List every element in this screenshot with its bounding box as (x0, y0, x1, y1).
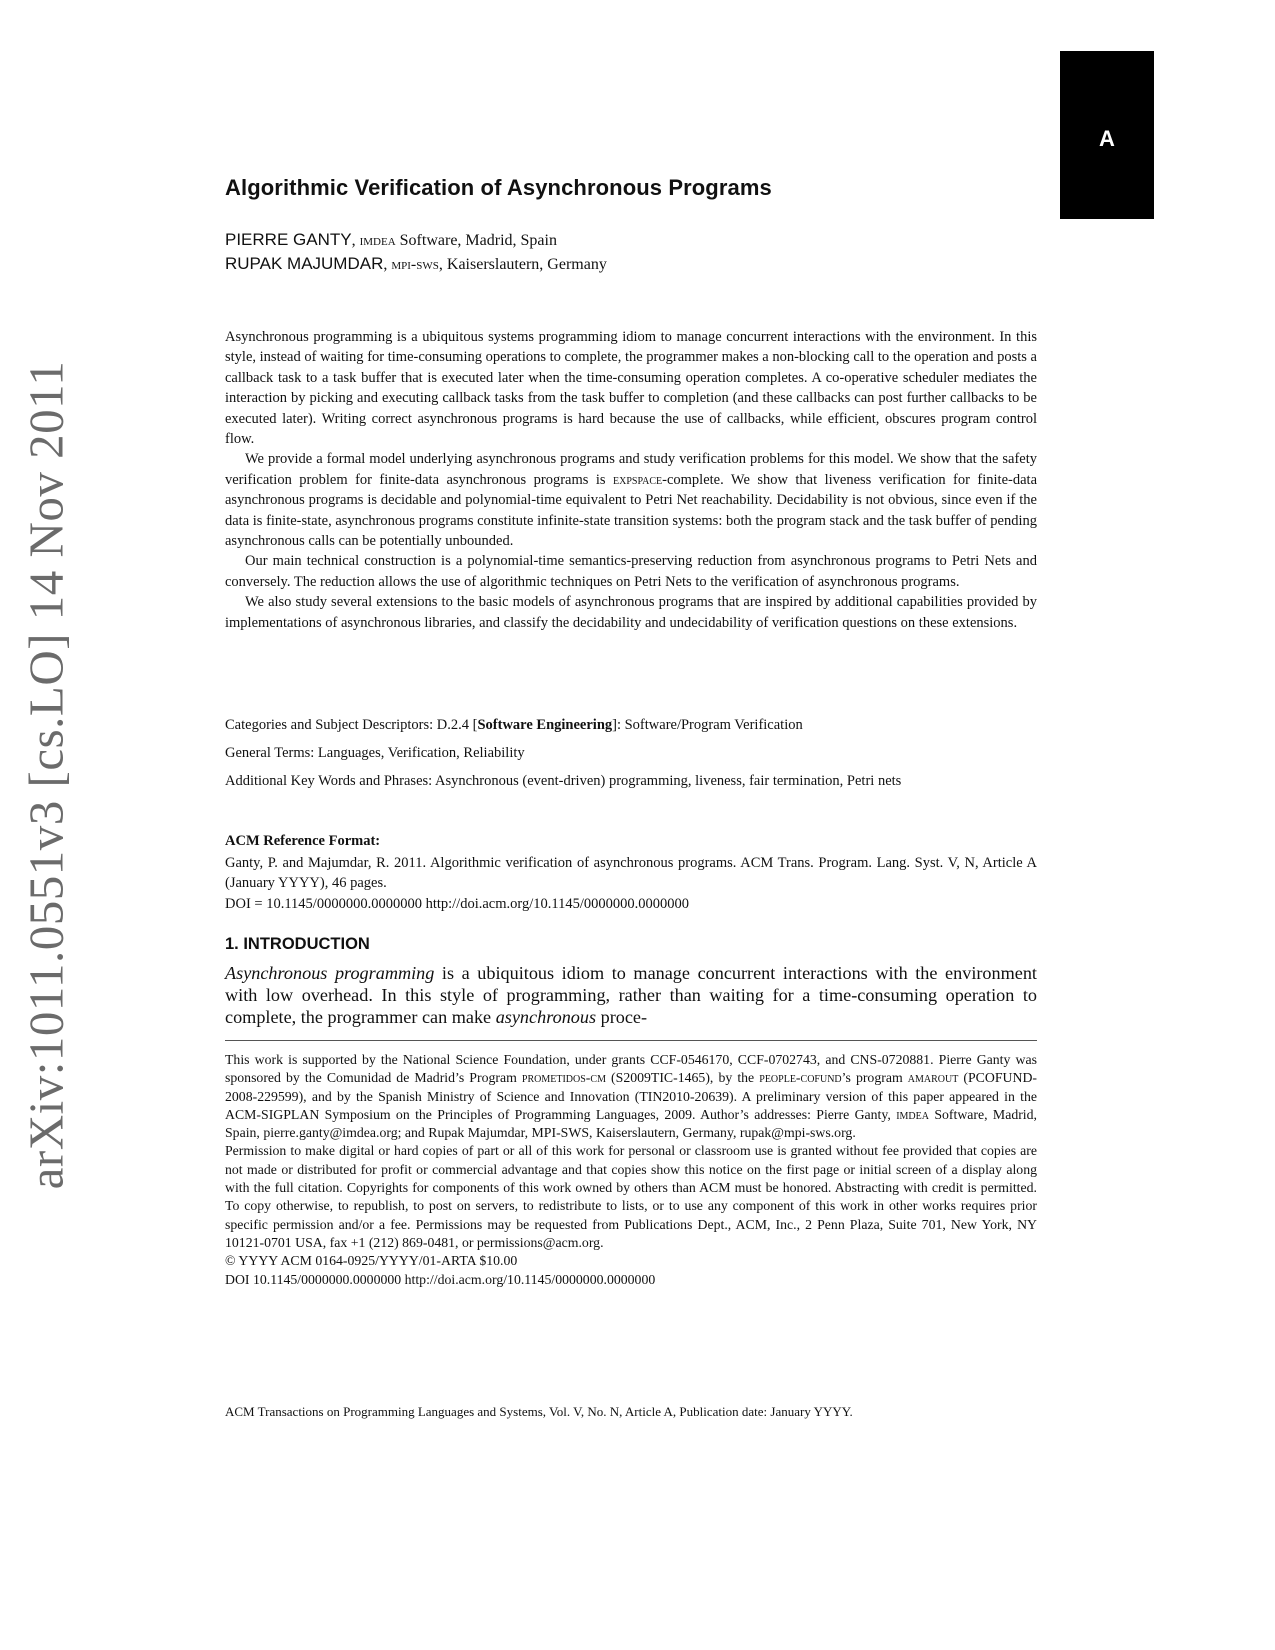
arxiv-identifier (0, 360, 92, 1190)
author-affiliation-sc: mpi-sws (391, 256, 439, 273)
section-heading: 1. INTRODUCTION (225, 935, 370, 953)
running-footer: ACM Transactions on Programming Languages and Systems, Vol. V, No. N, Article A, Publication date: January YYYY. (225, 1404, 853, 1419)
acm-reference (225, 853, 1037, 914)
article-tab-letter: A (1099, 126, 1115, 151)
author-name: RUPAK MAJUMDAR (225, 254, 384, 273)
categories-line: Categories and Subject Descriptors: D.2.4 [Software Engineering]: Software/Program Verification (225, 717, 803, 733)
abstract-paragraph: We provide a formal model underlying asynchronous programs and study verification problems for this model. We show that the safety verification problem for finite-data asynchronous programs is expspace-complete. We show that liveness verification for finite-data asynchronous programs is decidable and polynomial-time equivalent to Petri Net reachability. Decidability is not obvious, since even if the data is finite-state, asynchronous programs constitute infinite-state transition systems: both the program stack and the task buffer of pending asynchronous calls can be potentially unbounded. (225, 451, 1038, 550)
footnote-doi: DOI 10.1145/0000000.0000000 http://doi.acm.org/10.1145/0000000.0000000 (225, 1271, 656, 1287)
author-affiliation: , Kaiserslautern, Germany (438, 256, 607, 273)
author-name: PIERRE GANTY (225, 230, 352, 249)
author-line: PIERRE GANTY, imdea Software, Madrid, Spain (225, 230, 557, 249)
author-affiliation: Software, Madrid, Spain (395, 232, 557, 249)
article-tab (1060, 51, 1154, 219)
acm-reference-heading: ACM Reference Format: (225, 833, 381, 849)
arxiv-identifier-text: arXiv:1011.0551v3 [cs.LO] 14 Nov 2011 (18, 360, 74, 1190)
funding-note: This work is supported by the National Science Foundation, under grants CCF-0546170, CCF-0702743, and CNS-0720881. Pierre Ganty was sponsored by the Comunidad de Madrid’s Program prometidos-cm (S2009TIC-1465), by the people-cofund’s program amarout (PCOFUND-2008-229599), and by the Spanish Ministry of Science and Innovation (TIN2010-20639). A preliminary version of this paper appeared in the ACM-SIGPLAN Symposium on the Principles of Programming Languages, 2009. Author’s addresses: Pierre Ganty, imdea Software, Madrid, Spain, pierre.ganty@imdea.org; and Rupak Majumdar, MPI-SWS, Kaiserslautern, Germany, rupak@mpi-sws.org. (225, 1052, 1038, 1141)
footnote-block (225, 1051, 1037, 1289)
abstract (225, 327, 1037, 633)
permission-notice: Permission to make digital or hard copies of part or all of this work for personal or classroom use is granted without fee provided that copies are not made or distributed for profit or commercial advantage and that copies show this notice on the first page or initial screen of a display along with the full citation. Copyrights for components of this work owned by others than ACM must be honored. Abstracting with credit is permitted. To copy otherwise, to republish, to post on servers, to redistribute to lists, or to use any component of this work in other works requires prior specific permission and/or a fee. Permissions may be requested from Publications Dept., ACM, Inc., 2 Penn Plaza, Suite 701, New York, NY 10121-0701 USA, fax +1 (212) 869-0481, or permissions@acm.org. (225, 1143, 1037, 1250)
footnote-rule (225, 1040, 1037, 1041)
abstract-paragraph: We also study several extensions to the basic models of asynchronous programs that are inspired by additional capabilities provided by implementations of asynchronous libraries, and classify the decidability and undecidability of verification questions on these extensions. (225, 594, 1037, 631)
author-block (225, 228, 607, 276)
paper-title: Algorithmic Verification of Asynchronous Programs (225, 175, 772, 200)
author-affiliation-sc: imdea (359, 232, 396, 249)
acm-citation: Ganty, P. and Majumdar, R. 2011. Algorithmic verification of asynchronous programs. ACM Trans. Program. Lang. Syst. V, N, Article A (January YYYY), 46 pages. (225, 855, 1037, 892)
general-terms: General Terms: Languages, Verification, Reliability (225, 745, 525, 761)
keywords: Additional Key Words and Phrases: Asynchronous (event-driven) programming, liveness, fair termination, Petri nets (225, 773, 902, 789)
acm-doi: DOI = 10.1145/0000000.0000000 http://doi.acm.org/10.1145/0000000.0000000 (225, 895, 689, 912)
author-line: RUPAK MAJUMDAR, mpi-sws, Kaiserslautern, Germany (225, 254, 607, 273)
intro-paragraph: Asynchronous programming is a ubiquitous idiom to manage concurrent interactions with the environment with low overhead. In this style of programming, rather than waiting for a time-consuming operation to complete, the programmer can make asynchronous proce- (225, 963, 1037, 1027)
copyright-line: © YYYY ACM 0164-0925/YYYY/01-ARTA $10.00 (225, 1253, 518, 1269)
abstract-paragraph: Our main technical construction is a polynomial-time semantics-preserving reduction from asynchronous programs to Petri Nets and conversely. The reduction allows the use of algorithmic techniques on Petri Nets to the verification of asynchronous programs. (225, 553, 1037, 590)
abstract-paragraph: Asynchronous programming is a ubiquitous systems programming idiom to manage concurrent interactions with the environment. In this style, instead of waiting for time-consuming operations to complete, the programmer makes a non-blocking call to the operation and posts a callback task to a task buffer that is executed later when the time-consuming operation completes. A co-operative scheduler mediates the interaction by picking and executing callback tasks from the task buffer to completion (and these callbacks can post further callbacks to be executed later). Writing correct asynchronous programs is hard because the use of callbacks, while efficient, obscures program control flow. (225, 329, 1037, 448)
